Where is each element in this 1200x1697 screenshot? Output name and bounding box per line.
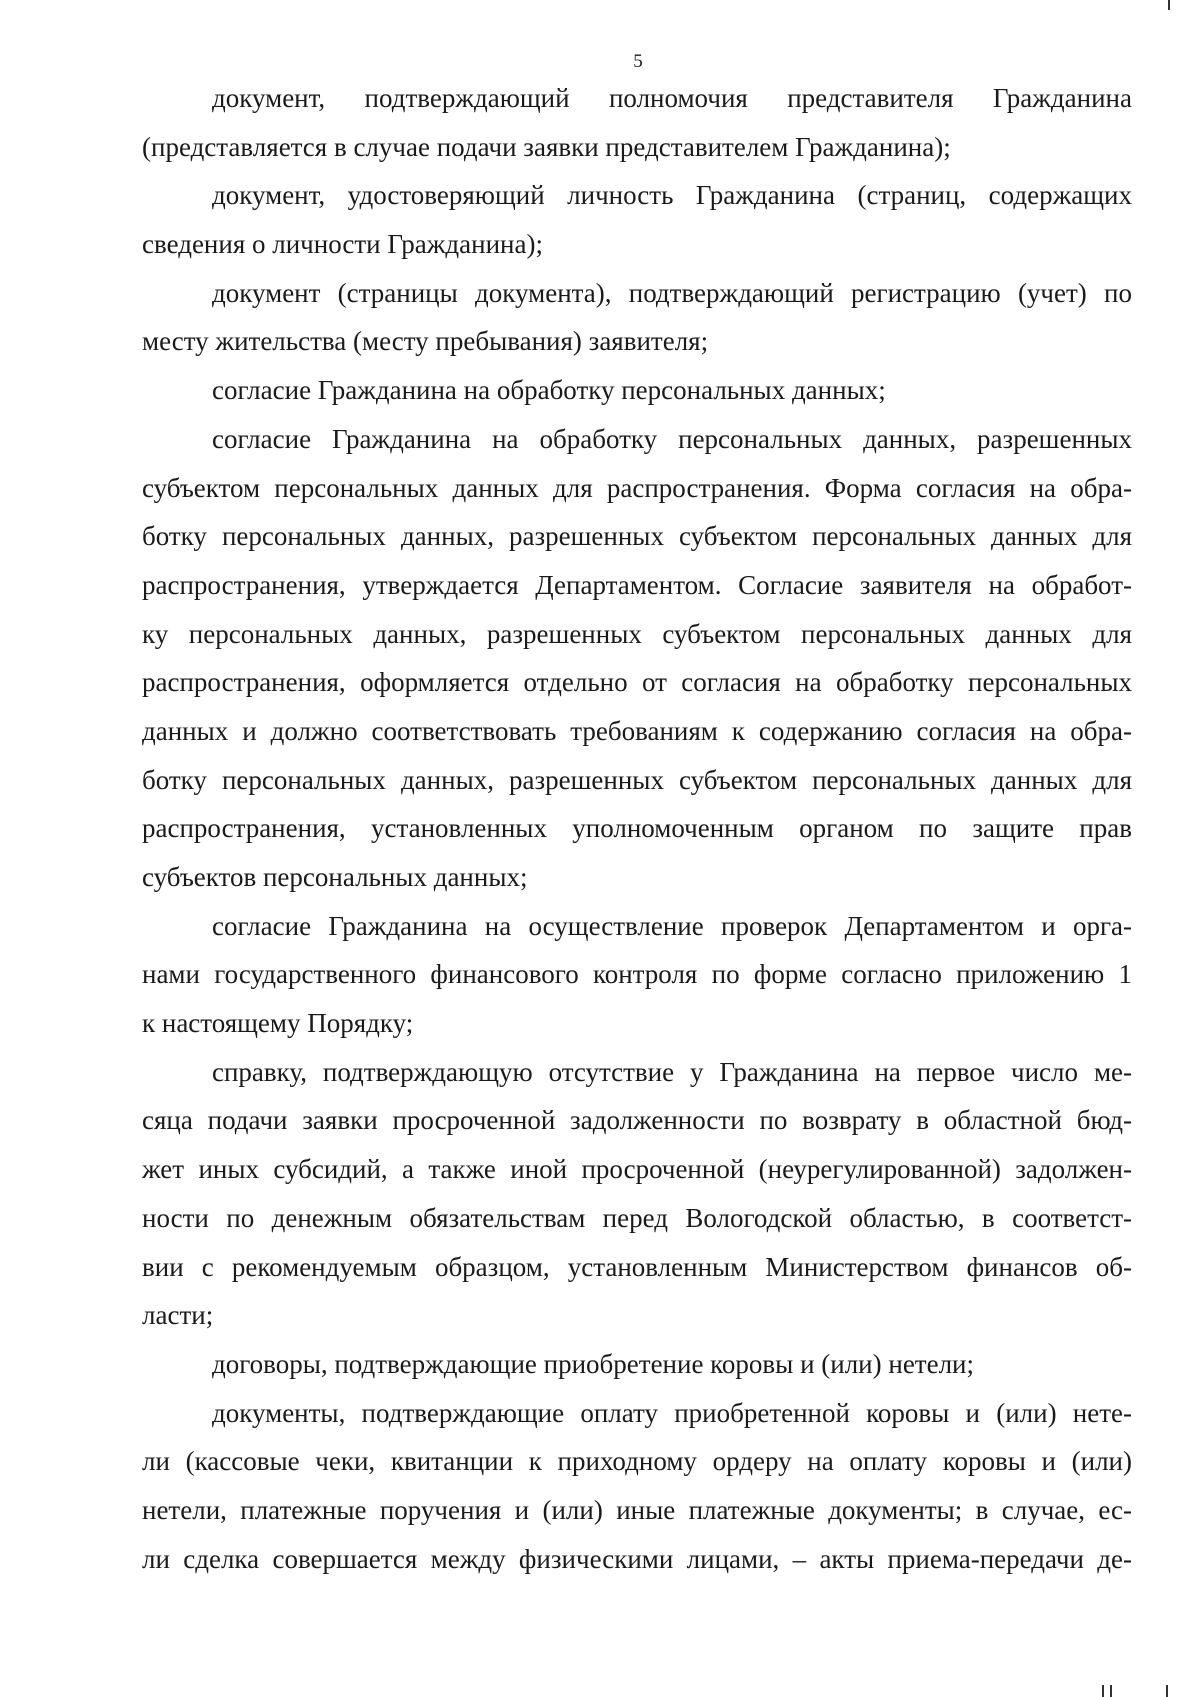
text-line: вии с рекомендуемым образцом, установленным Министерством финансов об- [142, 1251, 1132, 1282]
text-line: субъектом персональных данных для распространения. Форма согласия на обра- [142, 472, 1132, 503]
text-line: документы, подтверждающие оплату приобретенной коровы и (или) нете- [212, 1397, 1132, 1428]
text-line: документ (страницы документа), подтверждающий регистрацию (учет) по [212, 277, 1132, 308]
text-line: справку, подтверждающую отсутствие у Гражданина на первое число ме- [212, 1056, 1132, 1087]
text-line: ли (кассовые чеки, квитанции к приходному ордеру на оплату коровы и (или) [142, 1446, 1132, 1477]
text-line: распространения, оформляется отдельно от согласия на обработку персональных [142, 667, 1132, 698]
text-line: месту жительства (месту пребывания) заявителя; [142, 326, 709, 357]
page-number: 5 [633, 51, 643, 72]
scan-edge-mark [1168, 0, 1170, 10]
text-line: ботку персональных данных, разрешенных субъектом персональных данных для [142, 521, 1132, 552]
text-line: документ, подтверждающий полномочия представителя Гражданина [212, 83, 1132, 113]
text-line: нетели, платежные поручения и (или) иные платежные документы; в случае, ес- [142, 1494, 1132, 1525]
scan-edge-mark [1110, 1685, 1112, 1697]
text-line: к настоящему Порядку; [142, 1008, 414, 1039]
text-line: ласти; [142, 1300, 214, 1331]
text-line: согласие Гражданина на осуществление проверок Департаментом и орга- [212, 910, 1132, 941]
text-line: согласие Гражданина на обработку персональных данных; [212, 375, 886, 406]
text-line: ку персональных данных, разрешенных субъектом персональных данных для [142, 618, 1132, 649]
text-line: документ, удостоверяющий личность Гражданина (страниц, содержащих [212, 180, 1132, 211]
document-body [142, 74, 1132, 1583]
text-line: сяца подачи заявки просроченной задолженности по возврату в областной бюд- [142, 1105, 1132, 1136]
text-line: данных и должно соответствовать требованиям к содержанию согласия на обра- [142, 715, 1132, 746]
text-line: нами государственного финансового контроля по форме согласно приложению 1 [142, 959, 1132, 990]
text-line: сведения о личности Гражданина); [142, 229, 543, 260]
text-line: согласие Гражданина на обработку персональных данных, разрешенных [212, 423, 1132, 454]
text-line: распространения, утверждается Департаментом. Согласие заявителя на обработ- [142, 569, 1132, 600]
text-line: договоры, подтверждающие приобретение коровы и (или) нетели; [212, 1348, 975, 1379]
scan-edge-mark [1166, 1685, 1168, 1697]
text-line: (представляется в случае подачи заявки представителем Гражданина); [142, 131, 951, 162]
text-line: субъектов персональных данных; [142, 862, 528, 892]
text-line: ботку персональных данных, разрешенных субъектом персональных данных для [142, 764, 1132, 795]
text-line: ли сделка совершается между физическими лицами, – акты приема-передачи де- [142, 1543, 1132, 1574]
scan-edge-mark [1102, 1685, 1104, 1697]
text-line: жет иных субсидий, а также иной просроченной (неурегулированной) задолжен- [142, 1154, 1132, 1185]
text-line: ности по денежным обязательствам перед Вологодской областью, в соответст- [142, 1202, 1132, 1233]
text-line: распространения, установленных уполномоченным органом по защите прав [142, 813, 1132, 844]
